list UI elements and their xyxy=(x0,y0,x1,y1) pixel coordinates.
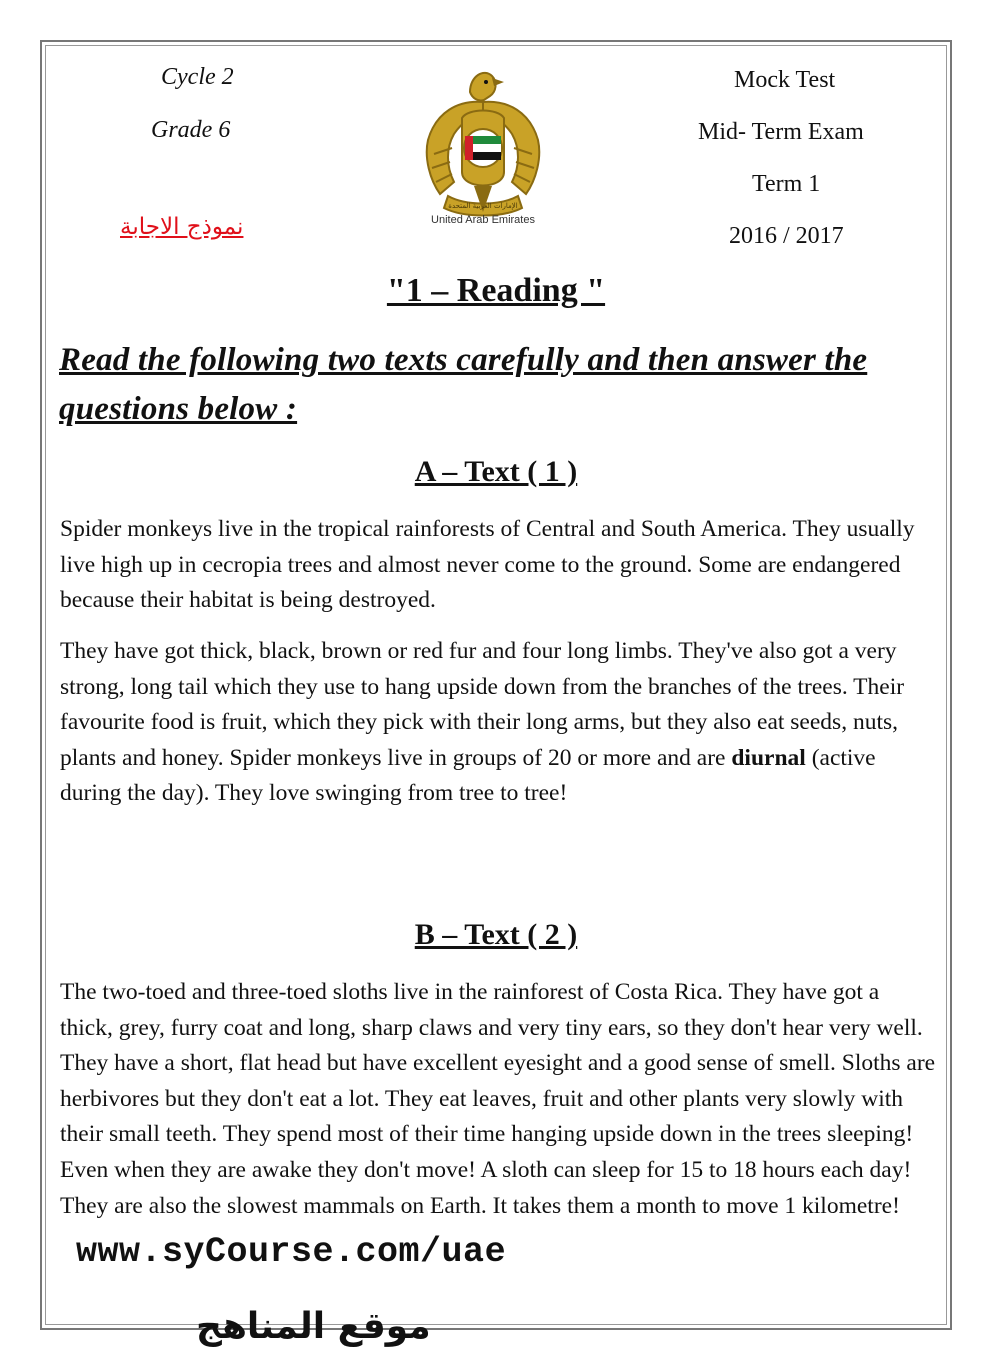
text-b-title: B – Text ( 2 ) xyxy=(414,918,578,951)
section-title: "1 – Reading " xyxy=(386,272,606,309)
text-a-paragraph-2-part-1: They have got thick, black, brown or red fur and four long limbs. They've also got a very strong, long tail which they use to hang upside down from the branches of the trees. Their favourite food is fruit, which they pick with their long arms, but they also eat seeds, nuts, plants and honey. Spider monkeys live in groups of 20 or more and are xyxy=(60,638,905,771)
uae-emblem-icon xyxy=(418,62,548,232)
grade-label: Grade 6 xyxy=(151,117,231,143)
text-a-paragraph-1: Spider monkeys live in the tropical rainforests of Central and South America. They usually live high up in cecropia trees and almost never come to the ground. Some are endangered because their habitat is being destroyed. xyxy=(60,516,915,614)
year-label: 2016 / 2017 xyxy=(729,223,844,249)
instructions-heading: Read the following two texts carefully and then answer the questions below : xyxy=(59,342,868,427)
text-a-title: A – Text ( 1 ) xyxy=(414,455,578,488)
answer-model-label: نموذج الاجابة xyxy=(120,214,244,240)
term-label: Term 1 xyxy=(752,171,821,197)
watermark-arabic: موقع المناهج xyxy=(196,1306,431,1347)
emblem-banner-text: الإمارات العربية المتحدة xyxy=(448,202,518,210)
diurnal-term: diurnal xyxy=(731,744,806,771)
text-a-paragraph-2-part-2: (active during the day). They love swinging from tree to tree! xyxy=(60,744,876,807)
watermark-url: www.syCourse.com/uae xyxy=(76,1232,507,1272)
exam-label: Mid- Term Exam xyxy=(698,119,864,145)
test-type-label: Mock Test xyxy=(734,67,836,93)
text-a-paragraph-2 xyxy=(60,634,936,812)
emblem-caption: United Arab Emirates xyxy=(431,214,535,226)
text-b-paragraph-1: The two-toed and three-toed sloths live in the rainforest of Costa Rica. They have got a thick, grey, furry coat and long, sharp claws and very tiny ears, so they don't hear very well. They have a short, flat head but have excellent eyesight and a good sense of smell. Sloths are herbivores but they don't eat a lot. They eat leaves, fruit and other plants very slowly with their small teeth. They spend most of their time hanging upside down in the trees sleeping! Even when they are awake they don't move! A sloth can sleep for 15 to 18 hours each day! They are also the slowest mammals on Earth. It takes them a month to move 1 kilometre! xyxy=(60,979,936,1219)
cycle-label: Cycle 2 xyxy=(161,64,234,90)
